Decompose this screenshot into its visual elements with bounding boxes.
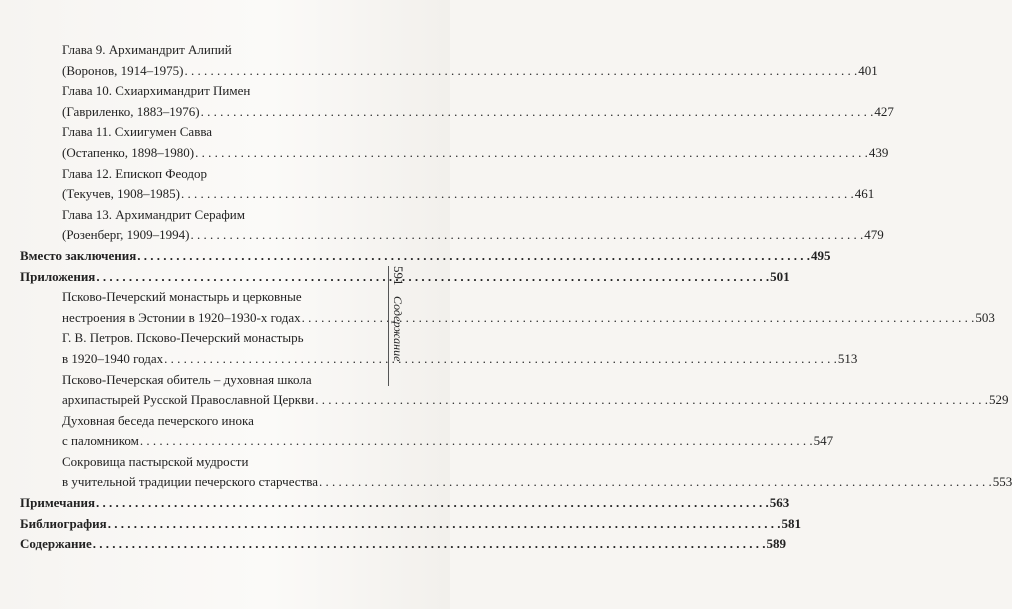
toc-entry: [20, 246, 831, 267]
toc-entry-page: 427: [874, 103, 894, 119]
dot-leader: [96, 267, 769, 280]
toc-entry-row: [62, 143, 889, 164]
toc-entry-title: Вместо заключения: [20, 247, 137, 263]
toc-entry-title: архипастырей Русской Православной Церкви: [62, 392, 315, 408]
toc-entry: [20, 452, 1012, 493]
dot-leader: [315, 390, 988, 403]
toc-entry-page: 503: [975, 309, 995, 325]
toc-entry-title: в учительной традиции печерского старчества: [62, 474, 318, 490]
dot-leader: [184, 61, 857, 74]
dot-leader: [164, 349, 837, 362]
toc-entry-title: (Розенберг, 1909–1994): [62, 227, 190, 243]
toc-entry-title-line: Глава 13. Архимандрит Серафим: [62, 206, 245, 222]
toc-entry-title: (Текучев, 1908–1985): [62, 186, 180, 202]
toc-entry-title-line: Глава 12. Епископ Феодор: [62, 165, 208, 181]
toc-entry-title-line: Глава 11. Схиигумен Савва: [62, 124, 213, 140]
toc-entry-page: 401: [858, 62, 878, 78]
page-number: 591: [391, 266, 406, 286]
dot-leader: [108, 514, 781, 527]
toc-entry-title-line: Духовная беседа печерского инока: [62, 412, 254, 428]
toc-entry-page: 501: [770, 268, 790, 284]
toc-entry-row: [62, 349, 858, 370]
toc-entry-page: 563: [769, 495, 790, 511]
toc-entry-title: Содержание: [20, 536, 92, 552]
toc-entry-page: 547: [813, 433, 834, 449]
dot-leader: [201, 102, 874, 115]
toc-entry-title: с паломником: [62, 433, 139, 449]
toc-entry-row: [62, 472, 1012, 493]
toc-entry-title: в 1920–1940 годах: [62, 350, 164, 366]
dot-leader: [319, 472, 992, 485]
toc-entry-page: 439: [868, 144, 889, 160]
dot-leader: [96, 493, 769, 506]
toc-entry: [20, 164, 875, 205]
toc-entry: [20, 493, 790, 514]
dot-leader: [140, 431, 813, 444]
toc-entry-page: 479: [864, 227, 884, 243]
toc-entry-title-line: Сокровища пастырской мудрости: [62, 453, 249, 469]
toc-entry-row: [62, 61, 878, 82]
toc-entry: [20, 122, 889, 163]
toc-entry-page: 495: [811, 247, 831, 263]
toc-entry: [20, 514, 801, 535]
toc-entry-title-line: Псково-Печерская обитель – духовная школа: [62, 371, 312, 387]
toc-entry-row: [62, 184, 875, 205]
toc-entry: [20, 40, 878, 81]
toc-entry-page: 461: [854, 186, 875, 202]
toc-entry-row: [62, 431, 834, 452]
toc-entry-title: Примечания: [20, 495, 95, 511]
toc-entry-page: 513: [837, 350, 858, 366]
toc-entry-row: [62, 390, 1009, 411]
toc-entry-row: [20, 514, 801, 535]
toc-entry-page: 553: [992, 474, 1012, 490]
toc-entry-page: 589: [766, 536, 787, 552]
toc-entry-title: Приложения: [20, 268, 96, 284]
dot-leader: [181, 184, 854, 197]
toc-entry: [20, 370, 1009, 411]
toc-entry-row: [62, 102, 894, 123]
dot-leader: [93, 534, 766, 547]
toc-entry-row: [62, 308, 995, 329]
toc-entry-page: 581: [781, 515, 801, 531]
toc-entry-title-line: Псково-Печерский монастырь и церковные: [62, 289, 302, 305]
toc-entry-title: Библиография: [20, 515, 107, 531]
toc-entry-title: (Воронов, 1914–1975): [62, 62, 184, 78]
toc-entry-row: [20, 246, 831, 267]
toc-entry-title-line: Глава 10. Схиархимандрит Пимен: [62, 83, 251, 99]
toc-entry: [20, 287, 995, 328]
toc-entry-row: [62, 225, 884, 246]
toc-entry-row: [20, 493, 790, 514]
toc-entry-title: (Остапенко, 1898–1980): [62, 144, 195, 160]
toc-entry: [20, 205, 884, 246]
toc-entry: [20, 81, 894, 122]
toc-entry-title: (Гавриленко, 1883–1976): [62, 103, 200, 119]
toc-entry-title: нестроения в Эстонии в 1920–1930-х годах: [62, 309, 301, 325]
toc-entry-title-line: Г. В. Петров. Псково-Печерский монастырь: [62, 330, 304, 346]
dot-leader: [195, 143, 868, 156]
toc-entry: [20, 411, 834, 452]
running-header: Содержание: [391, 296, 405, 362]
toc-entry: [20, 534, 787, 555]
toc-entry-page: 529: [988, 392, 1009, 408]
dot-leader: [191, 225, 864, 238]
dot-leader: [137, 246, 810, 259]
toc-entry-title-line: Глава 9. Архимандрит Алипий: [62, 42, 232, 57]
toc-entry-row: [20, 534, 787, 555]
